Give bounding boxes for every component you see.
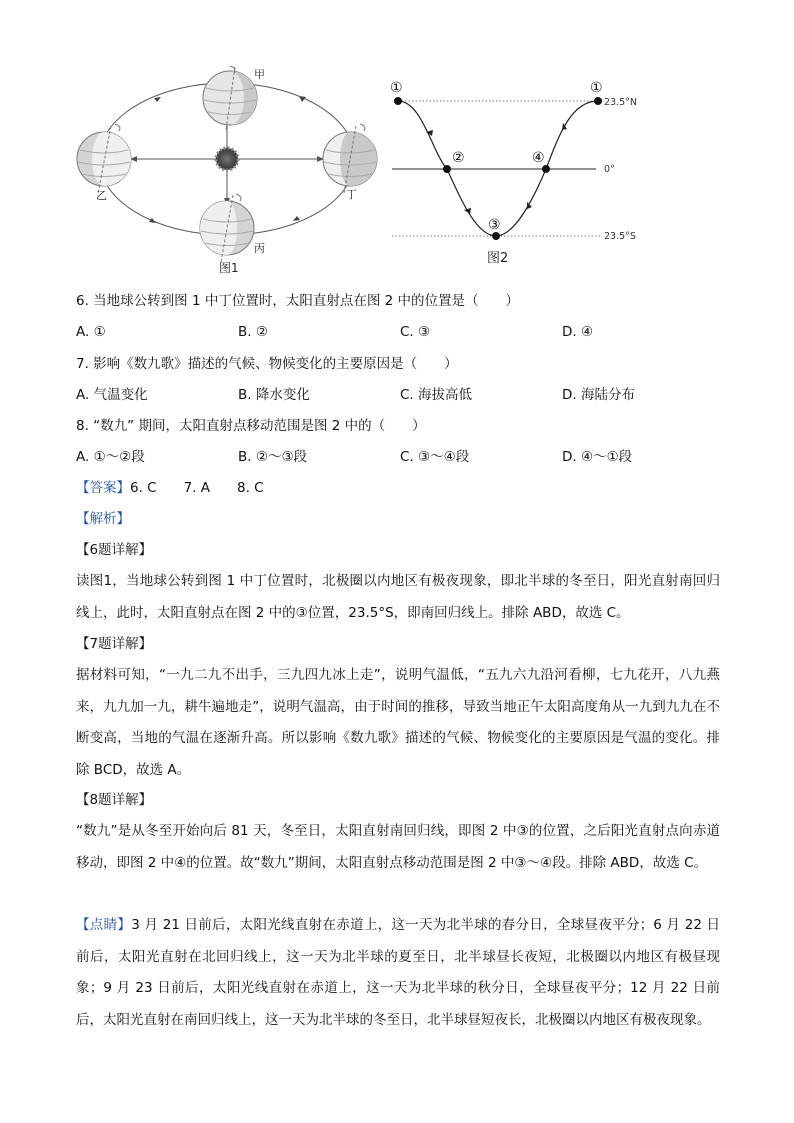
lat-label-south: 23.5°S [604,231,636,242]
orbit-arrow [154,97,161,102]
figure-2-subsolar-curve [382,72,650,272]
note-text: 3 月 21 日前后，太阳光线直射在赤道上，这一天为北半球的春分日，全球昼夜平分；6 月 22 日前后，太阳光直射在北回归线上，这一天为北半球的夏至日，北半球昼长夜短，北极圈以内地区有极昼现象；9 月 23 日前后，太阳光线直射在赤道上，这一天为北半球的秋分日，全球昼夜平分；12 月 22 日前后，太阳光直射在南回归线上，这一天为北半球的冬至日，北半球昼短夜长，北极圈以内地区有极夜现象。 [76,917,721,1028]
point-4 [542,165,550,173]
question-8-stem: 8. “数九” 期间，太阳直射点移动范围是图 2 中的（ ） [76,418,426,434]
label-yi: 乙 [96,189,107,202]
figure-1-caption: 图1 [219,261,239,275]
detail-6-heading: 【6题详解】 [76,542,153,558]
point-2 [443,165,451,173]
orbit-arrow [293,216,300,221]
analysis-label: 【解析】 [76,511,130,527]
point-label-3: ③ [488,217,501,233]
note-label: 【点睛】 [76,917,132,933]
earth-bing [200,194,254,262]
sun-icon [216,148,238,170]
point-label-1-left: ① [390,80,403,96]
question-8-option-b: B. ②～③段 [238,449,308,465]
question-6-option-b: B. ② [238,324,268,340]
lat-label-north: 23.5°N [604,97,638,108]
earth-jia [203,66,257,130]
detail-8-heading: 【8题详解】 [76,792,153,808]
label-ding: 丁 [346,188,357,201]
figure-1-orbit-diagram [70,62,390,277]
point-label-2: ② [452,150,465,166]
detail-7-heading: 【7题详解】 [76,636,153,652]
question-7-option-d: D. 海陆分布 [562,387,635,403]
answer-line [76,479,264,497]
point-label-4: ④ [532,150,545,166]
question-7-option-b: B. 降水变化 [238,387,310,403]
earth-ding [323,124,377,193]
point-label-1-right: ① [590,80,603,96]
figure-2-caption: 图2 [487,251,509,266]
orbit-arrow [149,218,156,223]
earth-yi [77,124,131,193]
label-jia: 甲 [254,68,265,81]
answer-text: 6. C 7. A 8. C [130,480,264,496]
detail-6-text: 读图1，当地球公转到图 1 中丁位置时，北极圈以内地区有极夜现象，即北半球的冬至日，阳光直射南回归线上，此时，太阳直射点在图 2 中的③位置，23.5°S，即南回归线上。排除 ABD，故选 C。 [76,573,720,621]
point-1-right [594,97,602,105]
label-bing: 丙 [254,242,265,255]
question-6-option-d: D. ④ [562,324,594,340]
question-6-stem: 6. 当地球公转到图 1 中丁位置时，太阳直射点在图 2 中的位置是（ ） [76,293,520,309]
question-7-option-c: C. 海拔高低 [400,387,473,403]
detail-7-text: 据材料可知，“一九二九不出手，三九四九冰上走”，说明气温低，“五九六九沿河看柳，七九花开，八九燕来，九九加一九，耕牛遍地走”，说明气温高，由于时间的推移，导致当地正午太阳高度角从一九到九九在不断变高，当地的气温在逐渐升高。所以影响《数九歌》描述的气候、物候变化的主要原因是气温的变化。排除 BCD，故选 A。 [76,667,720,778]
note-paragraph [76,910,720,1036]
question-8-option-c: C. ③～④段 [400,449,470,465]
point-3 [492,232,500,240]
lat-label-equator: 0° [604,164,615,175]
question-6-option-c: C. ③ [400,324,431,340]
question-7-stem: 7. 影响《数九歌》描述的气候、物候变化的主要原因是（ ） [76,356,458,372]
question-8-option-a: A. ①～②段 [76,449,145,465]
curve-arrow [464,208,471,214]
point-1-left [394,97,402,105]
detail-8-text: “数九”是从冬至开始向后 81 天，冬至日，太阳直射南回归线，即图 2 中③的位置，之后阳光直射点向赤道移动，即图 2 中④的位置。故“数九”期间，太阳直射点移动范围是图 2 中③～④段。排除 ABD，故选 C。 [76,823,720,871]
answer-label: 【答案】 [76,480,130,496]
question-7-option-a: A. 气温变化 [76,387,148,403]
question-6-option-a: A. ① [76,324,106,340]
question-8-option-d: D. ④～①段 [562,449,633,465]
